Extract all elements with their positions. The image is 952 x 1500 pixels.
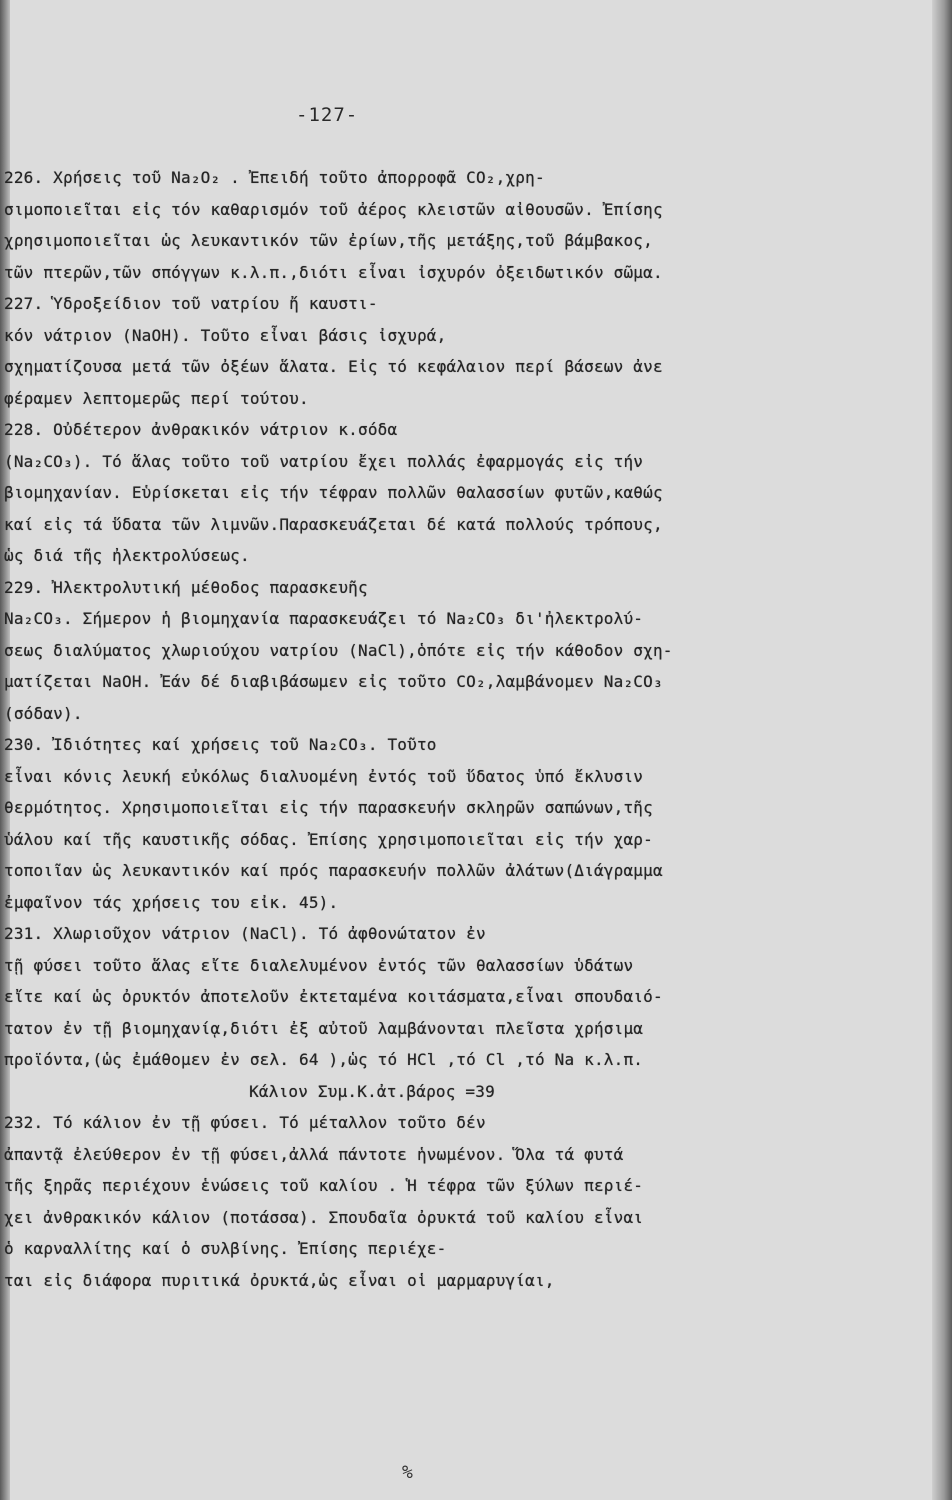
text-line: χρησιμοποιεῖται ὡς λευκαντικόν τῶν ἐρίων,τῆς μετάξης,τοῦ βάμβακος, (4, 231, 653, 250)
text-line: τατον ἐν τῇ βιομηχανίᾳ,διότι ἐξ αὐτοῦ λαμβάνονται πλεῖστα χρήσιμα (4, 1018, 644, 1038)
text-line: 231. Χλωριοῦχον νάτριον (NaCl). Τό ἀφθονώτατον ἐν (4, 924, 486, 943)
text-line: 226. Χρήσεις τοῦ Na₂O₂ . Ἐπειδή τοῦτο ἀπορροφᾶ CO₂,χρη- (4, 168, 545, 187)
text-line: Na₂CO₃. Σήμερον ἡ βιομηχανία παρασκευάζει τό Na₂CO₃ δι'ἠλεκτρολύ- (4, 609, 644, 628)
text-line: ματίζεται NaOH. Ἐάν δέ διαβιβάσωμεν εἰς τοῦτο CO₂,λαμβάνομεν Na₂CO₃ (4, 672, 663, 691)
text-line: 230. Ἰδιότητες καί χρήσεις τοῦ Na₂CO₃. Τοῦτο (4, 735, 437, 754)
text-line: (σόδαν). (4, 703, 83, 723)
text-line: 227. Ὑδροξείδιον τοῦ νατρίου ἤ καυστι- (4, 294, 378, 313)
page-number: -127- (296, 104, 359, 126)
text-line: ὁ καρναλλίτης καί ὁ συλβίνης. Ἐπίσης περιέχε- (4, 1239, 447, 1258)
text-line: τῇ φύσει τοῦτο ἅλας εἴτε διαλελυμένον ἐντός τῶν θαλασσίων ὑδάτων (4, 955, 634, 975)
text-line: 229. Ἠλεκτρολυτική μέθοδος παρασκευῆς (4, 577, 368, 597)
text-line: ται εἰς διάφορα πυριτικά ὀρυκτά,ὡς εἶναι οἱ μαρμαρυγίαι, (4, 1270, 555, 1290)
text-line: θερμότητος. Χρησιμοποιεῖται εἰς τήν παρασκευήν σκληρῶν σαπώνων,τῆς (4, 798, 653, 817)
text-line: σιμοποιεῖται εἰς τόν καθαρισμόν τοῦ ἀέρος κλειστῶν αἰθουσῶν. Ἐπίσης (4, 199, 663, 219)
text-line: τοποιῖαν ὡς λευκαντικόν καί πρός παρασκευήν πολλῶν ἀλάτων(Διάγραμμα (4, 861, 663, 880)
section-heading-kalion: Κάλιον Συμ.Κ.ἀτ.βάρος =39 (249, 1081, 495, 1101)
text-line: 228. Οὐδέτερον ἀνθρακικόν νάτριον κ.σόδα (4, 420, 398, 439)
text-line: τῆς ξηρᾶς περιέχουν ἑνώσεις τοῦ καλίου . Ἡ τέφρα τῶν ξύλων περιέ- (4, 1176, 644, 1195)
text-line: ὡς διά τῆς ἠλεκτρολύσεως. (4, 546, 250, 565)
text-line: τῶν πτερῶν,τῶν σπόγγων κ.λ.π.,διότι εἶναι ἰσχυρόν ὀξειδωτικόν σῶμα. (4, 262, 663, 282)
page-right-edge (932, 0, 952, 1500)
text-line: ὑάλου καί τῆς καυστικῆς σόδας. Ἐπίσης χρησιμοποιεῖται εἰς τήν χαρ- (4, 829, 653, 849)
text-body (4, 162, 920, 1296)
text-line: ἐμφαῖνον τάς χρήσεις του εἰκ. 45). (4, 892, 339, 912)
text-line: σεως διαλύματος χλωριούχου νατρίου (NaCl),ὁπότε εἰς τήν κάθοδον σχη- (4, 640, 673, 660)
text-line: χει ἀνθρακικόν κάλιον (ποτάσσα). Σπουδαῖα ὀρυκτά τοῦ καλίου εἶναι (4, 1207, 644, 1227)
text-line: εἴτε καί ὡς ὀρυκτόν ἀποτελοῦν ἐκτεταμένα κοιτάσματα,εἶναι σπουδαιό- (4, 987, 663, 1006)
footer-mark: % (402, 1462, 413, 1483)
text-line: βιομηχανίαν. Εὑρίσκεται εἰς τήν τέφραν πολλῶν θαλασσίων φυτῶν,καθώς (4, 483, 663, 502)
text-line: φέραμεν λεπτομερῶς περί τούτου. (4, 388, 309, 408)
text-line: προϊόντα,(ὡς ἐμάθομεν ἐν σελ. 64 ),ὡς τό HCl ,τό Cl ,τό Na κ.λ.π. (4, 1050, 644, 1069)
text-line: (Na₂CO₃). Τό ἅλας τοῦτο τοῦ νατρίου ἔχει πολλάς ἐφαρμογάς εἰς τήν (4, 451, 644, 471)
text-line: καί εἰς τά ὕδατα τῶν λιμνῶν.Παρασκευάζεται δέ κατά πολλούς τρόπους, (4, 514, 663, 534)
text-line: σχηματίζουσα μετά τῶν ὀξέων ἅλατα. Εἰς τό κεφάλαιον περί βάσεων ἀνε (4, 357, 663, 376)
text-line: εἶναι κόνις λευκή εὐκόλως διαλυομένη ἐντός τοῦ ὕδατος ὑπό ἔκλυσιν (4, 766, 644, 786)
text-line: ἀπαντᾷ ἐλεύθερον ἐν τῇ φύσει,ἀλλά πάντοτε ἡνωμένον. Ὅλα τά φυτά (4, 1144, 624, 1164)
text-line: κόν νάτριον (NaOH). Τοῦτο εἶναι βάσις ἰσχυρά, (4, 325, 447, 345)
text-line: 232. Τό κάλιον ἐν τῇ φύσει. Τό μέταλλον τοῦτο δέν (4, 1113, 486, 1132)
